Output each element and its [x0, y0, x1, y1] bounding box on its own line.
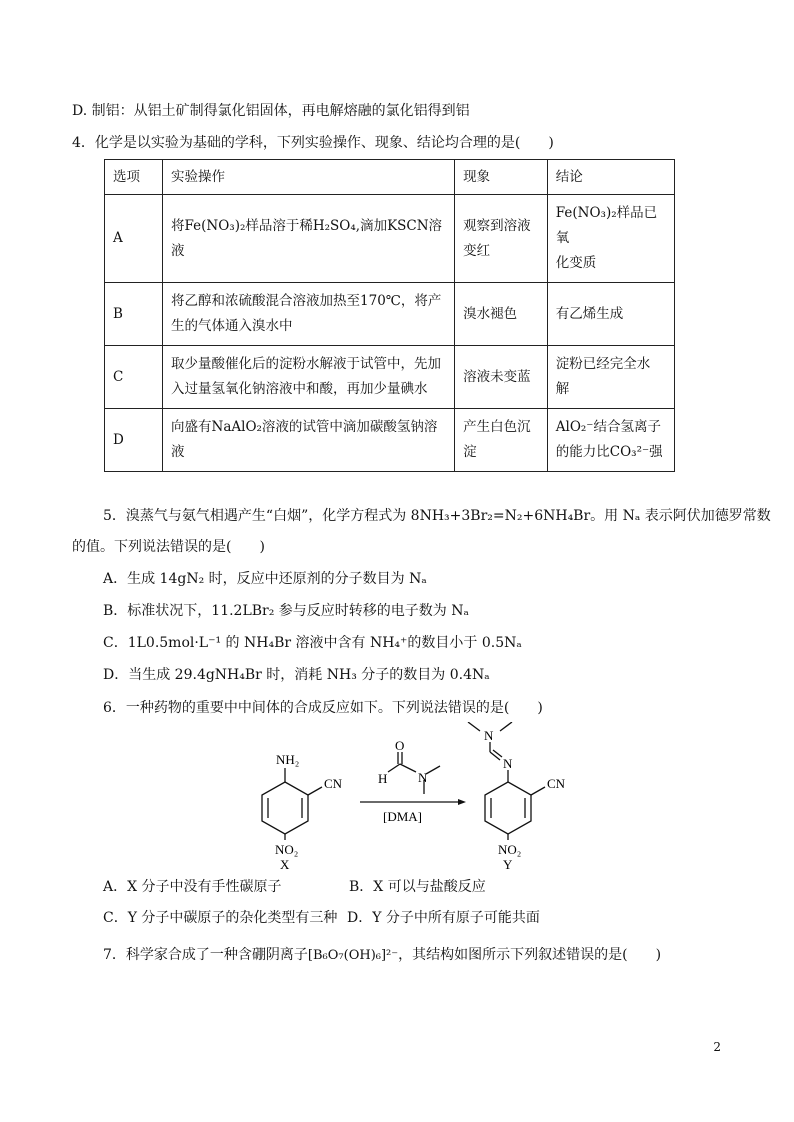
table-row	[105, 409, 675, 472]
row-phenomenon	[455, 409, 548, 472]
co-line-1: 淀粉已经完全水	[555, 356, 651, 372]
x-amino-label: NH₂	[276, 752, 300, 767]
co-line-1: AlO₂⁻结合氢离子	[555, 419, 661, 435]
q7-stem	[103, 945, 661, 966]
q6-option-a: A．X 分子中没有手性碳原子	[103, 879, 282, 895]
header-conclusion: 结论	[547, 160, 674, 195]
q5-option-c: C．1L0.5mol·L⁻¹ 的 NH₄Br 溶液中含有 NH₄⁺的数目小于 0.5Nₐ	[103, 635, 522, 651]
q5-option-b: B．标准状况下，11.2LBr₂ 参与反应时转移的电子数为 Nₐ	[103, 603, 469, 619]
x-cyano-label: CN	[324, 776, 343, 791]
co-line-2: 解	[555, 381, 570, 397]
op-line-2: 液	[171, 444, 185, 460]
q5-stem-line2: 的值。下列说法错误的是( )	[72, 539, 265, 555]
header-option: 选项	[105, 160, 163, 195]
row-conclusion	[547, 346, 674, 409]
op-line-2: 液	[171, 242, 185, 259]
q6-option-c: C．Y 分子中碳原子的杂化类型有三种	[103, 910, 338, 926]
header-phenomenon: 现象	[455, 160, 548, 195]
q6-option-b: B．X 可以与盐酸反应	[349, 879, 486, 895]
compound-y-structure	[468, 722, 545, 840]
op-line-2: 入过量氢氧化钠溶液中和酸，再加少量碘水	[171, 381, 428, 397]
co-line-2: 化变质	[555, 255, 597, 271]
q6-option-d: D．Y 分子中所有原子可能共面	[347, 910, 540, 926]
page-number: 2	[713, 1040, 721, 1054]
x-nitro-label: NO₂	[275, 842, 299, 857]
ph-line-2: 变红	[463, 242, 491, 259]
row-operation	[163, 283, 455, 346]
q7-stem-prefix: 7．科学家合成了一种含硼阴离子	[103, 947, 308, 963]
table-row	[105, 195, 675, 283]
row-option: B	[105, 283, 163, 346]
row-phenomenon: 溶液未变蓝	[455, 346, 548, 409]
dmf-reagent-structure	[388, 752, 440, 794]
row-option: D	[105, 409, 163, 472]
table-row	[105, 283, 675, 346]
y-imine-nitrogen-label: N	[503, 756, 513, 771]
row-operation	[163, 195, 455, 283]
y-cyano-label: CN	[547, 776, 566, 791]
x-compound-label: X	[280, 857, 290, 872]
ph-line-2: 淀	[463, 444, 477, 460]
q7-stem-suffix: ，其结构如图所示下列叙述错误的是( )	[398, 947, 662, 963]
row-phenomenon: 溴水褪色	[455, 283, 548, 346]
q4-stem: 4．化学是以实验为基础的学科，下列实验操作、现象、结论均合理的是( )	[72, 135, 554, 151]
op-line-1: 将Fe(NO₃)₂样品溶于稀H₂SO₄,滴加KSCN溶	[171, 217, 443, 234]
reagent-hydrogen-label: H	[378, 771, 388, 786]
row-phenomenon	[455, 195, 548, 283]
co-line-2: 的能力比CO₃²⁻强	[555, 444, 663, 460]
row-conclusion	[547, 195, 674, 283]
reaction-scheme	[240, 722, 600, 872]
table-header-row	[105, 160, 675, 195]
row-operation	[163, 346, 455, 409]
reaction-condition: [DMA]	[383, 809, 422, 824]
y-nitro-label: NO₂	[498, 842, 522, 857]
table-row	[105, 346, 675, 409]
q6-stem: 6．一种药物的重要中中间体的合成反应如下。下列说法错误的是( )	[103, 700, 543, 716]
co-line-1: Fe(NO₃)₂样品已氧	[555, 205, 658, 246]
y-amine-nitrogen-label: N	[484, 728, 494, 743]
op-line-2: 生的气体通入溴水中	[171, 318, 293, 334]
row-option: A	[105, 195, 163, 283]
q4-table	[104, 159, 675, 472]
q3-option-d: D. 制铝：从铝土矿制得氯化铝固体，再电解熔融的氯化铝得到铝	[72, 103, 470, 119]
ph-line-1: 观察到溶液	[463, 217, 531, 234]
row-conclusion: 有乙烯生成	[547, 283, 674, 346]
reaction-arrow-head	[458, 799, 466, 805]
q5-option-a: A．生成 14gN₂ 时，反应中还原剂的分子数目为 Nₐ	[103, 571, 427, 587]
op-line-1: 取少量酸催化后的淀粉水解液于试管中，先加	[171, 356, 442, 372]
y-compound-label: Y	[503, 857, 513, 872]
q5-stem-line1: 5．溴蒸气与氨气相遇产生“白烟”，化学方程式为 8NH₃+3Br₂=N₂+6NH₄Br。用 Nₐ 表示阿伏加德罗常数	[103, 508, 771, 524]
compound-x-structure	[262, 768, 322, 840]
op-line-1: 向盛有NaAlO₂溶液的试管中滴加碳酸氢钠溶	[171, 419, 438, 435]
ph-line-1: 产生白色沉	[463, 419, 531, 435]
reagent-oxygen-label: O	[395, 738, 405, 753]
row-conclusion	[547, 409, 674, 472]
q7-ion-formula: [B₆O₇(OH)₆]²⁻	[307, 948, 399, 963]
reagent-nitrogen-label: N	[418, 770, 428, 785]
row-operation	[163, 409, 455, 472]
row-option: C	[105, 346, 163, 409]
q5-option-d: D．当生成 29.4gNH₄Br 时，消耗 NH₃ 分子的数目为 0.4Nₐ	[103, 667, 490, 683]
op-line-1: 将乙醇和浓硫酸混合溶液加热至170℃，将产	[171, 293, 442, 309]
header-operation: 实验操作	[163, 160, 455, 195]
